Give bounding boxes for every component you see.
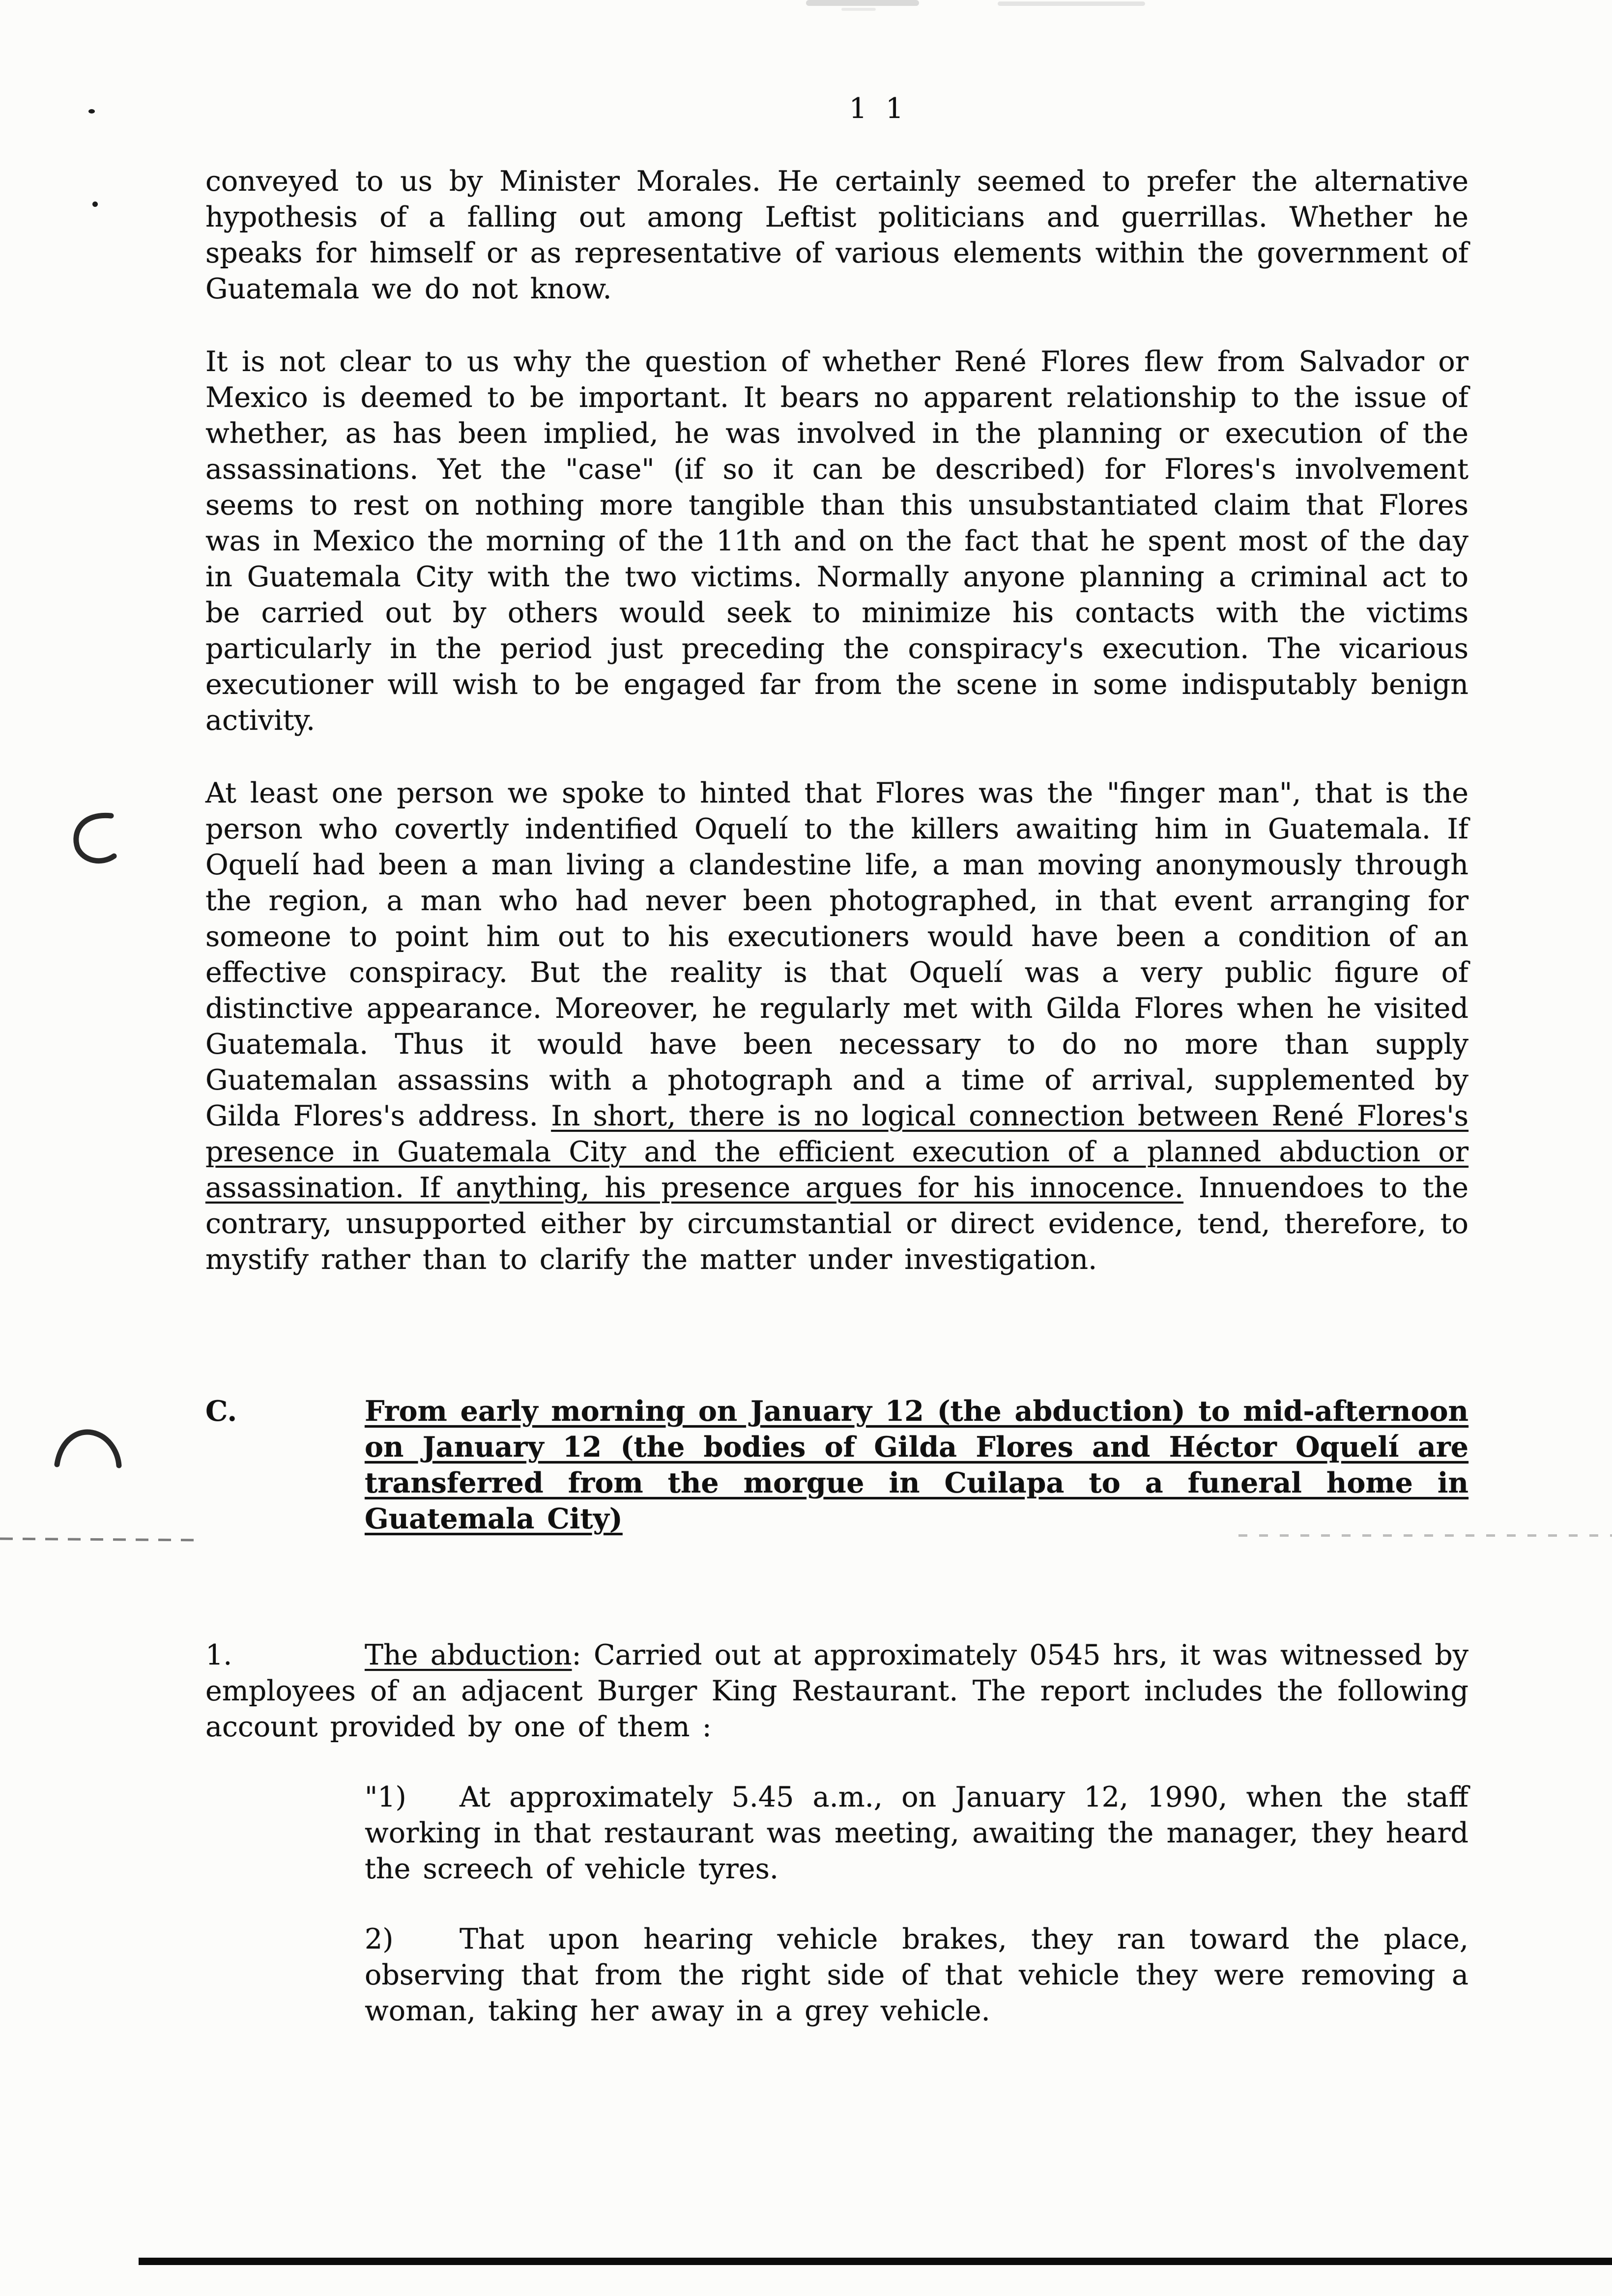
paragraph-finger-man bbox=[205, 775, 1468, 1278]
quote-item-1-text: At approximately 5.45 a.m., on January 12, 1990, when the staff working in that restaurant was meeting, awaiting the manager, they heard the screech of vehicle tyres. bbox=[365, 1781, 1468, 1885]
pen-mark-arc bbox=[68, 812, 119, 870]
paragraph-rene-flores-flight: It is not clear to us why the question of whether René Flores flew from Salvador or Mexico is deemed to be important. It bears no apparent relationship to the issue of whether, as has been implied, he was involved in the planning or execution of the assassinations. Yet the "case" (if so it can be described) for Flores's involvement seems to rest on nothing more tangible than this unsubstantiated claim that Flores was in Mexico the morning of the 11th and on the fact that he spent most of the day in Guatemala City with the two victims. Normally anyone planning a criminal act to be carried out by others would seek to minimize his contacts with the victims particularly in the period just preceding the conspiracy's execution. The vicarious executioner will wish to be engaged far from the scene in some indisputably benign activity. bbox=[205, 345, 1468, 737]
paragraph-abduction-text: : Carried out at approximately 0545 hrs, it was witnessed by employees of an adjacent Burger King Restaurant. The report includes the following account provided by one of them : bbox=[205, 1639, 1468, 1743]
quote-item-2-text: That upon hearing vehicle brakes, they ran toward the place, observing that from the right side of that vehicle they were removing a woman, taking her away in a grey vehicle. bbox=[365, 1923, 1468, 2027]
paragraph-minister-morales: conveyed to us by Minister Morales. He certainly seemed to prefer the alternative hypothesis of a falling out among Leftist politicians and guerrillas. Whether he speaks for himself or as representative of various elements within the government of Guatemala we do not know. bbox=[205, 165, 1468, 305]
section-c-label: C. bbox=[205, 1395, 237, 1428]
paragraph-abduction-heading: The abduction bbox=[365, 1639, 572, 1671]
quote-item-1 bbox=[365, 1779, 1468, 1887]
scan-artifact-dot bbox=[88, 109, 95, 114]
paragraph-abduction-number: 1. bbox=[205, 1639, 232, 1671]
pen-mark-arc bbox=[53, 1424, 124, 1476]
paragraph-finger-man-conclusion: Innuendoes to the contrary, unsupported either by circumstantial or direct evidence, tend, therefore, to mystify rather than to clarify the matter under investigation. bbox=[205, 1172, 1468, 1276]
text-column bbox=[205, 0, 1468, 2029]
paragraph-finger-man-text: At least one person we spoke to hinted that Flores was the "finger man", that is the person who covertly indentified Oquelí to the killers awaiting him in Guatemala. If Oquelí had been a man living a clandestine life, a man moving anonymously through the region, a man who had never been photographed, in that event arranging for someone to point him out to his executioners would have been a condition of an effective conspiracy. But the reality is that Oquelí was a very public figure of distinctive appearance. Moreover, he regularly met with Gilda Flores when he visited Guatemala. Thus it would have been necessary to do no more than supply Guatemalan assassins with a photograph and a time of arrival, supplemented by Gilda Flores's address. bbox=[205, 777, 1468, 1132]
section-c-title bbox=[365, 1393, 1468, 1537]
quote-item-2-number: 2) bbox=[365, 1923, 394, 1955]
quote-item-2 bbox=[365, 1922, 1468, 2029]
scan-artifact-dot bbox=[92, 201, 98, 207]
quote-item-1-number: "1) bbox=[365, 1781, 406, 1813]
paragraph-finger-man-underlined: In short, there is no logical connection between René Flores's presence in Guatemala City and the efficient execution of a planned abduction or assassination. If anything, his presence argues for his innocence. bbox=[205, 1100, 1468, 1204]
section-c-title-text: From early morning on January 12 (the abduction) to mid-afternoon on January 12 (the bodies of Gilda Flores and Héctor Oquelí are transferred from the morgue in Cuilapa to a funeral home in Guatemala City) bbox=[365, 1395, 1468, 1535]
page-number: 1 1 bbox=[849, 92, 909, 125]
scan-artifact-dashes bbox=[0, 1538, 203, 1542]
paragraph-abduction bbox=[205, 1637, 1468, 1745]
section-c-heading bbox=[205, 1393, 1468, 1537]
scan-artifact-bottom-line bbox=[139, 2258, 1612, 2265]
